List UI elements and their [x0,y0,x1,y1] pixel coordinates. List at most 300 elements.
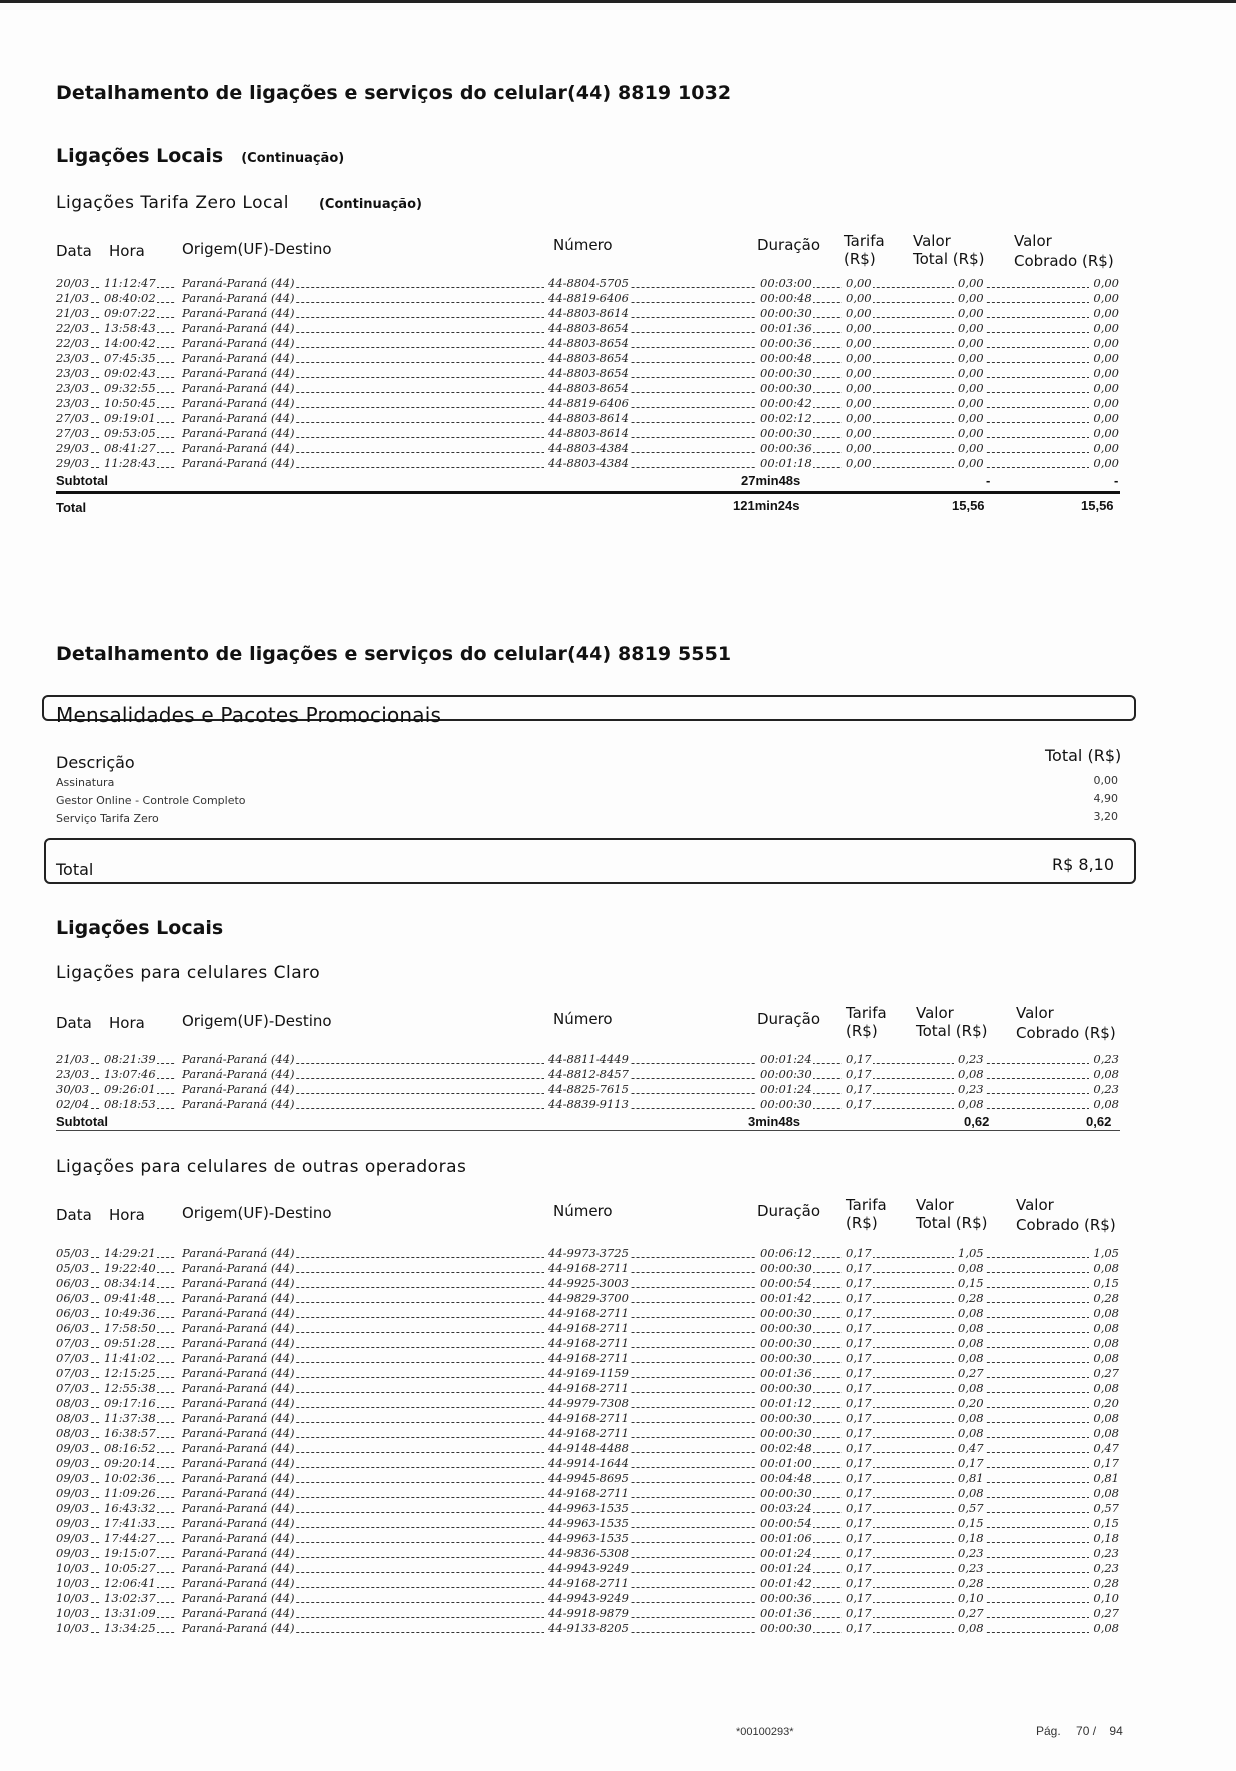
cell-numero: 44-8803-4384 [544,441,630,456]
cell-tarifa: 0,17 [842,1426,873,1441]
col-valor-cobrado-unit: Cobrado (R$) [1016,1024,1116,1042]
cell-valor-cobrado: 0,08 [1089,1351,1120,1366]
cell-valor-total: 0,08 [954,1097,985,1112]
cell-duracao: 00:00:30 [756,1336,813,1351]
cell-tarifa: 0,17 [842,1546,873,1561]
cell-origem: Paraná-Paraná (44) [176,1561,296,1576]
col-tarifa-unit: (R$) [846,1022,878,1040]
table-row [56,396,1120,411]
table-row [56,276,1120,291]
cell-numero: 44-8803-8654 [544,336,630,351]
cell-data: 07/03 [56,1336,90,1350]
cell-tarifa: 0,17 [842,1381,873,1396]
cell-hora: 13:02:37 [100,1591,157,1606]
cell-origem: Paraná-Paraná (44) [176,411,296,426]
cell-valor-cobrado: 0,08 [1089,1381,1120,1396]
cell-origem: Paraná-Paraná (44) [176,276,296,291]
cell-valor-total: 0,57 [954,1501,985,1516]
cell-duracao: 00:00:30 [756,1321,813,1336]
table-row [56,1471,1120,1486]
subtotal-label: Subtotal [56,1114,108,1129]
cell-hora: 16:43:32 [100,1501,157,1516]
table-row [56,456,1120,471]
cell-hora: 17:44:27 [100,1531,157,1546]
mensalidade-value: 4,90 [1093,792,1118,805]
cell-origem: Paraná-Paraná (44) [176,291,296,306]
cell-valor-total: 0,00 [954,441,985,456]
cell-data: 23/03 [56,366,90,380]
cell-numero: 44-8803-8614 [544,411,630,426]
cell-duracao: 00:01:42 [756,1576,813,1591]
cell-hora: 09:53:05 [100,426,157,441]
col-data: Data [56,1014,92,1032]
cell-data: 10/03 [56,1561,90,1575]
cell-tarifa: 0,00 [842,366,873,381]
cell-hora: 10:49:36 [100,1306,157,1321]
cell-valor-cobrado: 0,20 [1089,1396,1120,1411]
cell-valor-total: 0,00 [954,351,985,366]
cell-numero: 44-9943-9249 [544,1561,630,1576]
cell-duracao: 00:00:30 [756,366,813,381]
cell-hora: 16:38:57 [100,1426,157,1441]
col-valor-cobrado-unit: Cobrado (R$) [1016,1216,1116,1234]
table-row [56,1456,1120,1471]
col-valor-total-unit: Total (R$) [913,250,985,268]
cell-valor-total: 0,27 [954,1366,985,1381]
total-valor: 15,56 [952,498,985,513]
cell-data: 05/03 [56,1246,90,1260]
table-row [56,1441,1120,1456]
cell-origem: Paraná-Paraná (44) [176,381,296,396]
cell-tarifa: 0,00 [842,381,873,396]
mensalidade-desc: Serviço Tarifa Zero [56,812,159,825]
cell-tarifa: 0,17 [842,1396,873,1411]
cell-hora: 19:15:07 [100,1546,157,1561]
cell-valor-total: 0,00 [954,306,985,321]
cell-data: 05/03 [56,1261,90,1275]
table-row [56,291,1120,306]
cell-duracao: 00:00:30 [756,1306,813,1321]
cell-data: 27/03 [56,411,90,425]
cell-valor-cobrado: 0,00 [1089,381,1120,396]
cell-numero: 44-9168-2711 [544,1486,630,1501]
cell-data: 09/03 [56,1456,90,1470]
table-row [56,1591,1120,1606]
col-hora: Hora [109,242,145,260]
cell-valor-cobrado: 0,00 [1089,336,1120,351]
cell-valor-total: 0,10 [954,1591,985,1606]
col-tarifa-unit: (R$) [844,250,876,268]
col-tarifa: Tarifa [844,232,885,250]
cell-numero: 44-9168-2711 [544,1381,630,1396]
subtotal-cobrado: 0,62 [1086,1114,1112,1129]
cell-numero: 44-8804-5705 [544,276,630,291]
mensalidade-value: 3,20 [1093,810,1118,823]
table-row [56,1501,1120,1516]
cell-duracao: 00:00:30 [756,1411,813,1426]
cell-origem: Paraná-Paraná (44) [176,366,296,381]
cell-data: 10/03 [56,1606,90,1620]
cell-valor-total: 0,08 [954,1426,985,1441]
cell-valor-cobrado: 0,00 [1089,441,1120,456]
cell-tarifa: 0,17 [842,1321,873,1336]
continuation-note: (Continuação) [318,197,422,212]
cell-numero: 44-8825-7615 [544,1082,630,1097]
cell-valor-cobrado: 0,15 [1089,1276,1120,1291]
cell-numero: 44-9168-2711 [544,1321,630,1336]
cell-tarifa: 0,17 [842,1411,873,1426]
cell-origem: Paraná-Paraná (44) [176,1097,296,1112]
cell-duracao: 00:00:30 [756,381,813,396]
cell-hora: 09:07:22 [100,306,157,321]
cell-hora: 10:50:45 [100,396,157,411]
cell-hora: 19:22:40 [100,1261,157,1276]
cell-valor-total: 0,00 [954,321,985,336]
cell-data: 06/03 [56,1276,90,1290]
cell-duracao: 00:00:54 [756,1276,813,1291]
cell-valor-total: 0,08 [954,1336,985,1351]
cell-data: 07/03 [56,1366,90,1380]
cell-duracao: 00:00:30 [756,1067,813,1082]
cell-numero: 44-8803-8614 [544,306,630,321]
cell-origem: Paraná-Paraná (44) [176,1456,296,1471]
table-body [56,276,1120,471]
cell-duracao: 00:01:06 [756,1531,813,1546]
cell-data: 06/03 [56,1306,90,1320]
cell-valor-cobrado: 0,15 [1089,1516,1120,1531]
cell-tarifa: 0,17 [842,1501,873,1516]
cell-valor-cobrado: 0,00 [1089,411,1120,426]
cell-duracao: 00:00:36 [756,336,813,351]
section1-category [56,193,422,213]
cell-numero: 44-9973-3725 [544,1246,630,1261]
col-tarifa: Tarifa [846,1004,887,1022]
cell-data: 06/03 [56,1321,90,1335]
cell-numero: 44-8812-8457 [544,1067,630,1082]
cell-valor-cobrado: 0,00 [1089,291,1120,306]
cell-tarifa: 0,17 [842,1261,873,1276]
cell-data: 21/03 [56,291,90,305]
cell-data: 09/03 [56,1441,90,1455]
cell-valor-total: 0,08 [954,1381,985,1396]
cell-origem: Paraná-Paraná (44) [176,1351,296,1366]
cell-tarifa: 0,17 [842,1606,873,1621]
cell-hora: 09:17:16 [100,1396,157,1411]
col-tarifa: Tarifa [846,1196,887,1214]
cell-duracao: 00:00:30 [756,1486,813,1501]
subtotal-duracao: 3min48s [748,1114,801,1129]
cell-valor-total: 0,00 [954,336,985,351]
table-row [56,1576,1120,1591]
col-origem: Origem(UF)-Destino [182,240,332,258]
cell-valor-total: 0,15 [954,1276,985,1291]
cell-duracao: 00:00:30 [756,1351,813,1366]
cell-hora: 14:29:21 [100,1246,157,1261]
cell-valor-total: 0,18 [954,1531,985,1546]
subtotal-row [56,1112,1120,1130]
section1-subsection [56,145,344,167]
page-current: 70 / [1076,1724,1097,1738]
cell-numero: 44-9168-2711 [544,1336,630,1351]
cell-duracao: 00:00:54 [756,1516,813,1531]
cell-origem: Paraná-Paraná (44) [176,1576,296,1591]
table-row [56,1606,1120,1621]
cell-tarifa: 0,17 [842,1276,873,1291]
cell-data: 22/03 [56,321,90,335]
cell-data: 22/03 [56,336,90,350]
cell-valor-cobrado: 0,00 [1089,306,1120,321]
outras-title: Ligações para celulares de outras operadoras [56,1157,467,1177]
cell-hora: 12:06:41 [100,1576,157,1591]
cell-duracao: 00:01:24 [756,1561,813,1576]
table-row [56,1516,1120,1531]
cell-valor-total: 0,00 [954,276,985,291]
cell-tarifa: 0,17 [842,1246,873,1261]
cell-tarifa: 0,17 [842,1471,873,1486]
table-row [56,1321,1120,1336]
cell-numero: 44-8803-4384 [544,456,630,471]
cell-valor-cobrado: 0,27 [1089,1606,1120,1621]
cell-tarifa: 0,17 [842,1441,873,1456]
cell-numero: 44-8803-8654 [544,321,630,336]
cell-data: 02/04 [56,1097,90,1111]
cell-valor-cobrado: 0,23 [1089,1052,1120,1067]
cell-duracao: 00:00:48 [756,291,813,306]
cell-data: 27/03 [56,426,90,440]
mensalidade-desc: Assinatura [56,776,115,789]
table-row [56,1261,1120,1276]
col-valor-total: Valor [916,1196,954,1214]
col-duracao: Duração [757,1010,821,1028]
cell-hora: 12:15:25 [100,1366,157,1381]
cell-data: 09/03 [56,1471,90,1485]
table-body [56,1246,1120,1636]
cell-duracao: 00:00:36 [756,441,813,456]
cell-tarifa: 0,17 [842,1291,873,1306]
col-valor-total-unit: Total (R$) [916,1214,988,1232]
cell-valor-cobrado: 0,08 [1089,1321,1120,1336]
cell-hora: 09:26:01 [100,1082,157,1097]
subtotal-total: - [986,473,991,488]
cell-tarifa: 0,17 [842,1366,873,1381]
col-hora: Hora [109,1014,145,1032]
cell-data: 23/03 [56,381,90,395]
table-row [56,321,1120,336]
cell-hora: 07:45:35 [100,351,157,366]
section1-title: Detalhamento de ligações e serviços do celular(44) 8819 1032 [56,82,732,104]
cell-hora: 10:02:36 [100,1471,157,1486]
cell-origem: Paraná-Paraná (44) [176,1321,296,1336]
cell-duracao: 00:01:36 [756,1606,813,1621]
cell-origem: Paraná-Paraná (44) [176,1052,296,1067]
cell-numero: 44-8819-6406 [544,291,630,306]
cell-numero: 44-8803-8654 [544,366,630,381]
claro-title: Ligações para celulares Claro [56,963,321,983]
cell-origem: Paraná-Paraná (44) [176,1516,296,1531]
cell-valor-total: 0,00 [954,411,985,426]
cell-valor-cobrado: 0,00 [1089,396,1120,411]
cell-valor-total: 0,00 [954,456,985,471]
cell-numero: 44-9168-2711 [544,1426,630,1441]
col-valor-total: Valor [913,232,951,250]
table-row [56,1366,1120,1381]
cell-numero: 44-9963-1535 [544,1531,630,1546]
cell-numero: 44-9963-1535 [544,1501,630,1516]
cell-origem: Paraná-Paraná (44) [176,1396,296,1411]
cell-tarifa: 0,00 [842,396,873,411]
cell-data: 30/03 [56,1082,90,1096]
cell-valor-cobrado: 0,00 [1089,426,1120,441]
cell-valor-cobrado: 0,00 [1089,366,1120,381]
col-data: Data [56,242,92,260]
cell-valor-cobrado: 0,08 [1089,1097,1120,1112]
cell-origem: Paraná-Paraná (44) [176,1426,296,1441]
cell-valor-total: 0,08 [954,1621,985,1636]
cell-data: 07/03 [56,1381,90,1395]
col-duracao: Duração [757,236,821,254]
cell-valor-cobrado: 0,57 [1089,1501,1120,1516]
col-numero: Número [553,1202,613,1220]
cell-hora: 13:31:09 [100,1606,157,1621]
cell-valor-total: 0,23 [954,1052,985,1067]
cell-hora: 08:18:53 [100,1097,157,1112]
cell-tarifa: 0,00 [842,276,873,291]
table-row [56,306,1120,321]
scan-edge [0,0,1236,3]
cell-data: 23/03 [56,1067,90,1081]
col-duracao: Duração [757,1202,821,1220]
cell-data: 06/03 [56,1291,90,1305]
subsection-label: Ligações Locais [56,145,224,167]
cell-duracao: 00:01:24 [756,1546,813,1561]
cell-numero: 44-9148-4488 [544,1441,630,1456]
col-descricao: Descrição [56,753,135,772]
subtotal-label: Subtotal [56,473,108,488]
table-row [56,426,1120,441]
cell-origem: Paraná-Paraná (44) [176,1441,296,1456]
cell-tarifa: 0,00 [842,426,873,441]
col-hora: Hora [109,1206,145,1224]
cell-origem: Paraná-Paraná (44) [176,351,296,366]
cell-hora: 09:19:01 [100,411,157,426]
table-row [56,1561,1120,1576]
table-row [56,1067,1120,1082]
cell-origem: Paraná-Paraná (44) [176,1082,296,1097]
mensalidades-total-value: R$ 8,10 [1052,855,1115,874]
cell-tarifa: 0,17 [842,1591,873,1606]
cell-valor-cobrado: 0,23 [1089,1082,1120,1097]
cell-valor-cobrado: 0,28 [1089,1576,1120,1591]
cell-tarifa: 0,17 [842,1561,873,1576]
cell-origem: Paraná-Paraná (44) [176,1336,296,1351]
cell-valor-total: 0,28 [954,1291,985,1306]
subtotal-total: 0,62 [964,1114,990,1129]
cell-valor-total: 0,81 [954,1471,985,1486]
cell-numero: 44-9836-5308 [544,1546,630,1561]
table-outras-operadoras [56,1196,1120,1636]
table-claro [56,1004,1120,1131]
cell-numero: 44-9945-8695 [544,1471,630,1486]
cell-tarifa: 0,00 [842,411,873,426]
cell-hora: 11:37:38 [100,1411,157,1426]
cell-valor-cobrado: 0,08 [1089,1411,1120,1426]
cell-duracao: 00:00:30 [756,1621,813,1636]
cell-numero: 44-9133-8205 [544,1621,630,1636]
table-header [56,1004,1120,1052]
cell-valor-cobrado: 0,00 [1089,321,1120,336]
cell-valor-cobrado: 0,23 [1089,1546,1120,1561]
cell-valor-total: 0,23 [954,1082,985,1097]
cell-duracao: 00:02:48 [756,1441,813,1456]
cell-data: 23/03 [56,351,90,365]
cell-data: 29/03 [56,441,90,455]
cell-hora: 17:41:33 [100,1516,157,1531]
total-row [56,494,1120,516]
cell-tarifa: 0,17 [842,1531,873,1546]
cell-numero: 44-9168-2711 [544,1351,630,1366]
cell-hora: 12:55:38 [100,1381,157,1396]
cell-hora: 13:58:43 [100,321,157,336]
cell-hora: 08:16:52 [100,1441,157,1456]
cell-tarifa: 0,00 [842,336,873,351]
section2-subsection: Ligações Locais [56,917,224,939]
cell-origem: Paraná-Paraná (44) [176,1501,296,1516]
cell-data: 07/03 [56,1351,90,1365]
cell-numero: 44-8803-8654 [544,351,630,366]
cell-valor-cobrado: 0,81 [1089,1471,1120,1486]
cell-tarifa: 0,00 [842,441,873,456]
cell-valor-total: 0,27 [954,1606,985,1621]
cell-origem: Paraná-Paraná (44) [176,336,296,351]
cell-duracao: 00:00:30 [756,426,813,441]
mensalidades-total-label: Total [56,860,94,879]
table-row [56,381,1120,396]
cell-hora: 09:32:55 [100,381,157,396]
cell-tarifa: 0,17 [842,1456,873,1471]
cell-data: 10/03 [56,1591,90,1605]
cell-valor-cobrado: 0,08 [1089,1306,1120,1321]
cell-duracao: 00:03:00 [756,276,813,291]
subtotal-divider [56,1130,1120,1131]
table-row [56,1306,1120,1321]
cell-valor-cobrado: 0,47 [1089,1441,1120,1456]
cell-numero: 44-9169-1159 [544,1366,630,1381]
cell-duracao: 00:04:48 [756,1471,813,1486]
cell-tarifa: 0,17 [842,1336,873,1351]
cell-hora: 08:40:02 [100,291,157,306]
cell-origem: Paraná-Paraná (44) [176,1531,296,1546]
cell-numero: 44-9963-1535 [544,1516,630,1531]
cell-numero: 44-9914-1644 [544,1456,630,1471]
cell-valor-cobrado: 0,00 [1089,351,1120,366]
cell-hora: 11:28:43 [100,456,157,471]
table-row [56,1336,1120,1351]
cell-hora: 11:09:26 [100,1486,157,1501]
cell-duracao: 00:01:36 [756,321,813,336]
cell-tarifa: 0,17 [842,1067,873,1082]
table-row [56,1411,1120,1426]
table-row [56,366,1120,381]
cell-numero: 44-9168-2711 [544,1306,630,1321]
cell-hora: 14:00:42 [100,336,157,351]
cell-origem: Paraná-Paraná (44) [176,306,296,321]
cell-tarifa: 0,17 [842,1576,873,1591]
cell-duracao: 00:00:30 [756,1426,813,1441]
cell-duracao: 00:01:18 [756,456,813,471]
table-tarifa-zero [56,232,1120,516]
cell-numero: 44-9829-3700 [544,1291,630,1306]
table-row [56,1486,1120,1501]
